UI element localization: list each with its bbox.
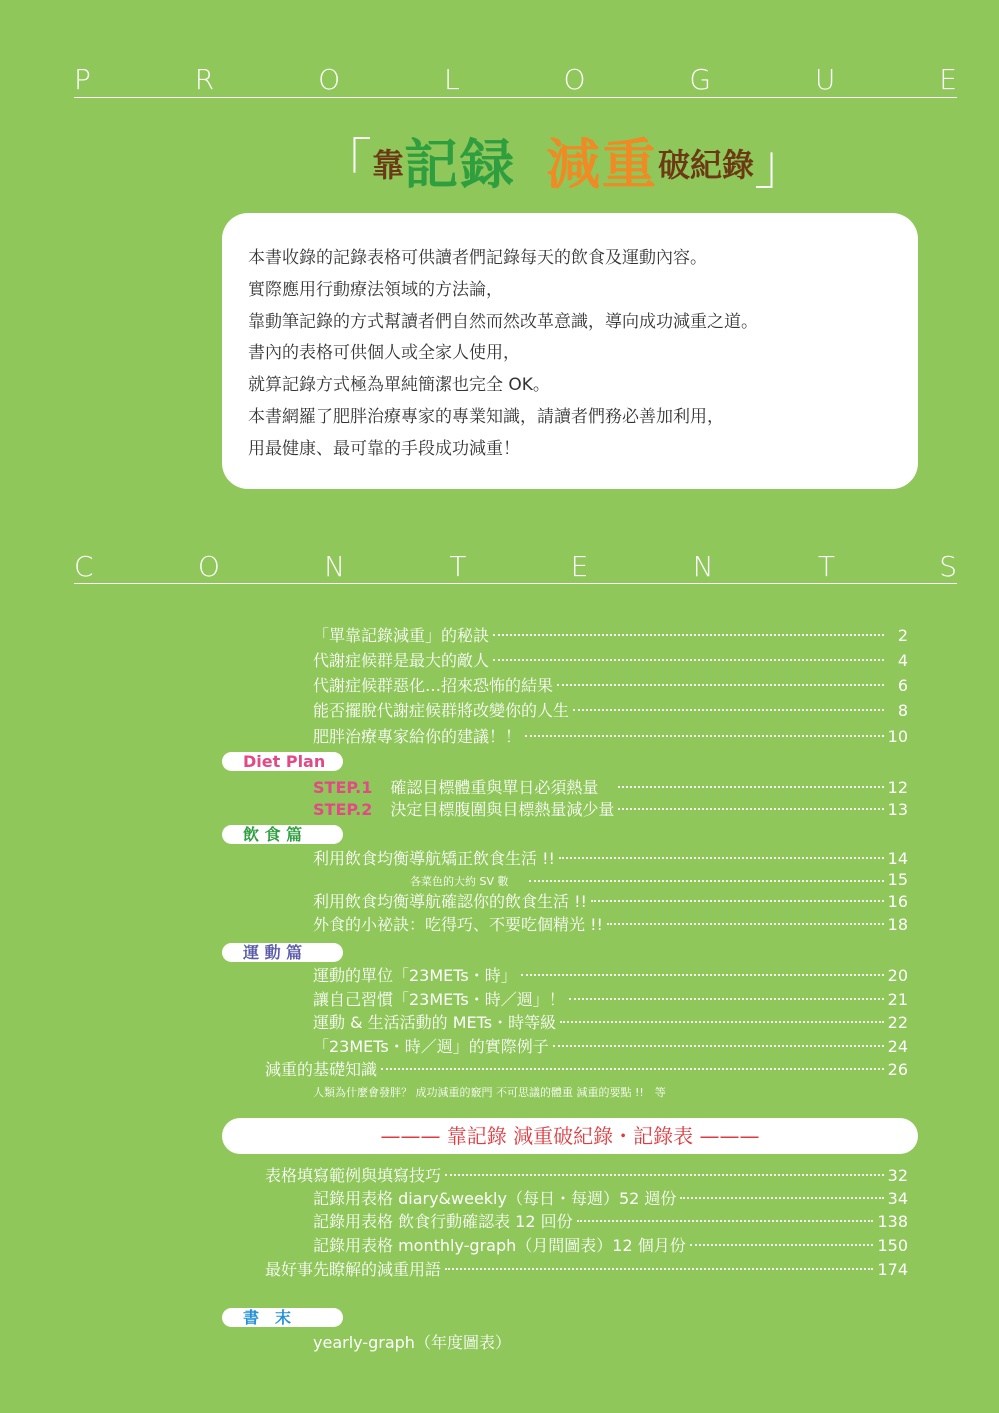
toc-item[interactable]	[313, 777, 908, 799]
toc-item-page: 20	[887, 966, 908, 985]
toc-item-page: 24	[887, 1037, 908, 1056]
intro-line: 就算記錄方式極為單純簡潔也完全 OK。	[248, 375, 550, 396]
toc-item-title: 確認目標體重與單日必須熱量	[390, 778, 599, 797]
intro-line: 實際應用行動療法領域的方法論，	[248, 279, 503, 300]
prologue-letter: L	[443, 63, 460, 96]
leader-dots	[573, 709, 884, 711]
leader-dots	[493, 634, 884, 636]
toc-item-page: 4	[897, 651, 908, 670]
intro-line: 用最健康、最可靠的手段成功減重！	[248, 438, 520, 459]
toc-item-title: 利用飲食均衡導航矯正飲食生活 !!	[313, 849, 555, 868]
step-label: STEP.1	[313, 778, 373, 797]
toc-item-title: 各菜色的大約 SV 數	[410, 875, 509, 888]
toc-item-title: 決定目標腹圍與目標熱量減少量	[390, 800, 615, 819]
toc-item[interactable]	[313, 1235, 908, 1257]
contents-letter: T	[449, 550, 467, 583]
toc-item-page: 13	[887, 800, 908, 819]
contents-letter: C	[74, 550, 94, 583]
toc-item-title: 表格填寫範例與填寫技巧	[265, 1166, 442, 1185]
prologue-letter: O	[318, 63, 341, 96]
toc-item[interactable]	[313, 1188, 908, 1210]
toc-item[interactable]	[265, 1165, 908, 1187]
toc-item[interactable]	[313, 799, 908, 821]
contents-letter: E	[570, 550, 589, 583]
leader-dots	[557, 684, 884, 686]
toc-item-page: 12	[887, 778, 908, 797]
prologue-letter: R	[194, 63, 215, 96]
title-close-bracket: 」	[754, 133, 809, 196]
leader-dots	[618, 808, 883, 810]
record-section-banner: ——— 靠記錄 減重破紀錄・記錄表 ———	[222, 1118, 918, 1154]
prologue-heading	[74, 63, 957, 96]
leader-dots	[559, 857, 884, 859]
leader-dots	[529, 880, 884, 882]
prologue-letter: U	[814, 63, 836, 96]
toc-item-page: 138	[877, 1212, 908, 1231]
toc-item-page: 18	[887, 915, 908, 934]
title-part-3: 減重	[546, 133, 659, 196]
toc-item[interactable]	[313, 848, 908, 870]
toc-item-title: 代謝症候群是最大的敵人	[313, 651, 490, 670]
toc-item-title: 最好事先瞭解的減重用語	[265, 1260, 442, 1279]
leader-dots	[445, 1174, 884, 1176]
leader-dots	[553, 1045, 884, 1047]
toc-item-title: 減重的基礎知識	[265, 1060, 378, 1079]
toc-item[interactable]	[313, 1036, 908, 1058]
intro-line: 本書網羅了肥胖治療專家的專業知識，請讀者們務必善加利用，	[248, 406, 724, 427]
leader-dots	[569, 998, 884, 1000]
toc-item-page: 150	[877, 1236, 908, 1255]
intro-line: 書內的表格可供個人或全家人使用，	[248, 343, 520, 364]
toc-item-title: 「23METs・時／週」的實際例子	[313, 1037, 549, 1056]
leader-dots	[577, 1220, 874, 1222]
contents-letter: S	[939, 550, 957, 583]
leader-dots	[381, 1068, 884, 1070]
toc-item-page: 8	[897, 701, 908, 720]
toc-item-title: 代謝症候群惡化…招來恐怖的結果	[313, 676, 554, 695]
contents-divider	[74, 583, 957, 584]
toc-item-title: 記錄用表格 monthly-graph（月間圖表）12 個月份	[313, 1236, 686, 1255]
leader-dots	[618, 786, 883, 788]
toc-item-page: 14	[887, 849, 908, 868]
prologue-letter: P	[74, 63, 91, 96]
toc-item[interactable]	[410, 872, 908, 888]
prologue-letter: E	[939, 63, 957, 96]
toc-item-title: 讓自己習慣「23METs・時／週」！	[313, 990, 565, 1009]
toc-item-title: 外食的小祕訣：吃得巧、不要吃個精光 !!	[313, 915, 603, 934]
section-label-diet-plan: Diet Plan	[222, 752, 343, 771]
toc-item-page: 10	[887, 727, 908, 746]
toc-item[interactable]	[313, 700, 908, 722]
toc-item[interactable]	[313, 914, 908, 936]
toc-item[interactable]	[313, 675, 908, 697]
toc-item-page: 21	[887, 990, 908, 1009]
leader-dots	[493, 659, 884, 661]
leader-dots	[607, 923, 884, 925]
toc-item-page: 22	[887, 1013, 908, 1032]
title-part-4: 破紀錄	[658, 146, 755, 184]
basics-subtopics: 人類為什麼會發胖？ 成功減重的竅門 不可思議的體重 減重的要點 !! 等	[313, 1086, 666, 1099]
toc-item[interactable]	[313, 965, 908, 987]
leader-dots	[525, 735, 884, 737]
toc-item-page: 2	[897, 626, 908, 645]
toc-item[interactable]	[313, 891, 908, 913]
toc-item[interactable]	[313, 1332, 908, 1354]
contents-letter: T	[817, 550, 835, 583]
leader-dots	[591, 900, 884, 902]
toc-item-title: 能否擺脫代謝症候群將改變你的人生	[313, 701, 570, 720]
toc-item[interactable]	[265, 1259, 908, 1281]
prologue-letter: G	[689, 63, 712, 96]
prologue-letter: O	[563, 63, 586, 96]
toc-item-page: 174	[877, 1260, 908, 1279]
toc-item-title: 記錄用表格 diary&weekly（每日・每週）52 週份	[313, 1189, 677, 1208]
toc-item-title: 運動的單位「23METs・時」	[313, 966, 517, 985]
leader-dots	[560, 1021, 884, 1023]
toc-item[interactable]	[313, 1211, 908, 1233]
prologue-divider	[74, 97, 957, 98]
step-label: STEP.2	[313, 800, 373, 819]
toc-item[interactable]	[313, 1012, 908, 1034]
toc-item[interactable]	[313, 989, 908, 1011]
toc-item[interactable]	[313, 650, 908, 672]
contents-letter: N	[692, 550, 714, 583]
intro-box	[222, 213, 918, 489]
toc-item-title: 運動 & 生活活動的 METs・時等級	[313, 1013, 557, 1032]
leader-dots	[521, 974, 884, 976]
toc-item[interactable]	[313, 726, 908, 748]
title-open-bracket: 「	[318, 133, 372, 196]
toc-item-page: 15	[887, 870, 908, 889]
toc-item-title: 「單靠記錄減重」的秘訣	[313, 626, 490, 645]
title-part-2: 記録	[404, 133, 517, 196]
book-title	[318, 130, 838, 200]
toc-item-basics[interactable]	[265, 1059, 908, 1081]
toc-item-page: 16	[887, 892, 908, 911]
toc-item-page: 32	[887, 1166, 908, 1185]
leader-dots	[680, 1197, 883, 1199]
toc-item[interactable]	[313, 625, 908, 647]
intro-line: 本書收錄的記錄表格可供讀者們記錄每天的飲食及運動內容。	[248, 248, 707, 268]
section-label-exercise: 運 動 篇	[222, 943, 343, 962]
section-label-food: 飲 食 篇	[222, 825, 343, 844]
contents-letter: N	[324, 550, 346, 583]
toc-item-title: yearly-graph（年度圖表）	[313, 1333, 511, 1352]
toc-item-page: 26	[887, 1060, 908, 1079]
leader-dots	[690, 1244, 874, 1246]
section-label-appendix: 書 末	[222, 1308, 343, 1327]
intro-line: 靠動筆記錄的方式幫讀者們自然而然改革意識，導向成功減重之道。	[248, 311, 758, 332]
toc-item-page: 6	[897, 676, 908, 695]
toc-item-title: 利用飲食均衡導航確認你的飲食生活 !!	[313, 892, 587, 911]
toc-item-title: 肥胖治療專家給你的建議！！	[313, 727, 522, 746]
toc-item-page: 34	[887, 1189, 908, 1208]
contents-heading	[74, 550, 957, 583]
toc-item-title: 記錄用表格 飲食行動確認表 12 回份	[313, 1212, 573, 1231]
contents-letter: O	[197, 550, 220, 583]
title-part-1: 靠	[372, 146, 405, 184]
leader-dots	[445, 1268, 873, 1270]
